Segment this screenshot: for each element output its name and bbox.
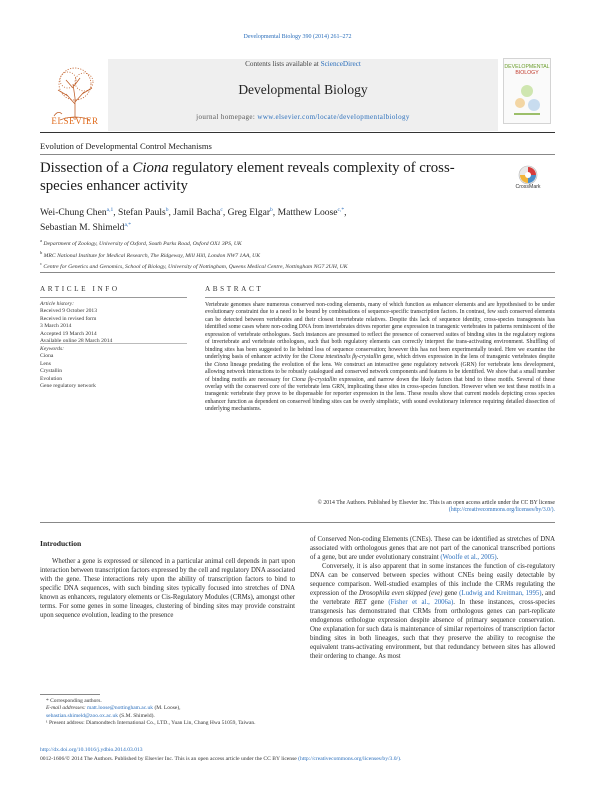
section-label: Evolution of Developmental Control Mechanisms [40,141,212,151]
keyword-item: Ciona [40,353,54,360]
footnote-rule [40,694,100,695]
keywords-label: Keywords: [40,346,65,352]
author-affiliation-mark[interactable]: a,1 [106,207,114,213]
history-label: Article history: [40,301,75,307]
title-part-2: regulatory element reveals complexity of cross-species enhancer activity [40,160,455,194]
body-paragraph: Conversely, it is also apparent that in some instances the function of cis-regulatory DNA can be conserved between species without CNEs being easily detectable by sequence comparison. Well-studied examples of this include the CRMs regulating the expression of the Drosophila even skipped (eve) gene (Ludwig and Kreitman, 1995), and the vertebrate RET gene (Fisher et al., 2006a). In these instances, cross-species transgenesis has demonstrated that CRMs from orthologous genes can part-replicate endogenous orthologue expression despite absence of primary sequence conservation. One explanation for such data is maintenance of similar repertoires of transcription factor binding sites in both lineages, such that they preserve the ability to recognise the equivalent trans-activating environment, but that redundancy between sites has allowed their ordering to change. As most [310,563,555,660]
affiliation-rule [40,272,555,273]
author-name: Sebastian M. Shimeld [40,222,125,234]
keywords-block [40,346,190,390]
article-info-rule [40,297,187,298]
author-affiliation-mark[interactable]: c [220,207,223,213]
author-affiliation-mark[interactable]: c,* [337,207,345,213]
corresponding-note: * Corresponding authors. [46,698,102,704]
history-item: Received 9 October 2013 [40,308,98,315]
keyword-item: Evolution [40,375,63,382]
elsevier-wordmark: ELSEVIER [51,116,99,126]
email-note: E-mail addresses: matt.loose@nottingham.ac.uk (M. Loose), sebastian.shimeld@zoo.ox.ac.uk (S.M. Shimeld). [46,705,181,719]
body-paragraph: Whether a gene is expressed or silenced in a particular animal cell depends in part upon interaction between transcription factors expressed by the cell and regulatory DNA associated with the gene. These interactions rely upon the ability of transcription factors to bind to specific DNA sequences, with such binding sites typically focused into stretches of DNA known as enhancers, regulatory elements or Cis-Regulatory Modules (CRMs), amongst other terms. For some genes in some lineages, clustering of binding sites may provide constraint upon sequence evolution, leading to the presence [40,558,295,619]
license-link[interactable]: (http://creativecommons.org/licenses/by/3.0/). [448,507,555,514]
history-item: 3 March 2014 [40,323,72,330]
keyword-item: Lens [40,360,51,367]
reference-link[interactable]: (Fisher et al., 2006a) [388,599,454,606]
journal-cover-thumbnail [503,58,551,124]
header-rule [40,132,555,133]
affiliation-item: $^a$ Department of Zoology, University of Oxford, South Parks Road, Oxford OX1 3PS, UK [40,238,242,247]
title-part-1: Dissection of a [40,160,133,176]
history-item: Received in revised form [40,315,97,322]
cover-title-2: BIOLOGY [515,70,539,76]
history-item: Accepted 19 March 2014 [40,330,97,337]
homepage-prefix: journal homepage: [196,113,258,121]
abstract-bottom-rule [40,522,555,523]
introduction-heading: Introduction [40,539,82,548]
present-address-note: ¹ Present address: Diamondtech International Co., LTD., Yuan Lin, Chang Hwa 51059, Taiwan. [46,720,256,727]
keyword-item: Crystallin [40,368,63,375]
abstract-rule [205,297,555,298]
reference-link[interactable]: (Ludwig and Kreitman, 1995) [459,590,542,597]
reference-link[interactable]: (Woolfe et al., 2005) [440,554,497,561]
article-info-heading: ARTICLE INFO [40,285,120,293]
journal-homepage-link[interactable]: www.elsevier.com/locate/developmentalbiology [257,113,410,121]
cover-title-1: DEVELOPMENTAL [504,64,550,70]
author-name: Wei-Chung Chen [40,207,107,219]
journal-homepage-line [108,113,498,121]
body-column-left [40,557,295,620]
title-italic-genus: Ciona [132,160,169,176]
affiliation-item: $^b$ MRC National Institute for Medical Research, The Ridgeway, Mill Hill, London NW7 1AA, UK [40,249,261,259]
author-list: Wei-Chung Chen$^{a,1}$, Stefan Pauls$^b$, Jamil Bacha$^c$, Greg Elgar$^b$, Matthew Loose$^{c,*}$, Sebastian M. Shimeld$^{a,*}$ [40,207,347,234]
body-paragraph: of Conserved Non-coding Elements (CNEs). These can be identified as stretches of DNA associated with orthologous genes that are not part of the canonical transcribed portions of a gene, but are under evolutionary constraint (Woolfe et al., 2005). [310,536,555,561]
keyword-item: Gene regulatory network [40,383,96,390]
cover-artwork [510,81,544,119]
article-title [40,160,480,195]
author-affiliation-mark[interactable]: b [270,207,273,213]
author-name: Matthew Loose [277,207,338,219]
crossmark-label: CrossMark [515,184,541,190]
abstract-copyright: © 2014 The Authors. Published by Elsevier Inc. This is an open access article under the CC BY license (http://creativecommons.org/licenses/by/3.0/). [317,500,555,514]
footnotes [46,698,296,728]
abstract-heading: ABSTRACT [205,285,264,293]
abstract-text: Vertebrate genomes share numerous conserved non-coding elements, many of which function as enhancer elements and are hypothesised to be under evolutionary constraint due to a need to be bound by combinations of sequence-specific transcription factors. In contrast, few such conserved elements can be detected between vertebrates and their closest invertebrate relatives. Despite this lack of sequence identity, cross-species transgenesis has identified some cases where non-coding DNA from invertebrates drives reporter gene expression in transgenic vertebrates in patterns reminiscent of the expression of vertebrate orthologues. Such instances are presumed to reflect the presence of conserved suites of binding sites in the regulatory regions of invertebrate and vertebrate orthologues, such that both regulatory elements can correctly interpret the trans-activating environment. Shuffling of binding sites has been suggested to lie behind loss of sequence conservation; however this has not been experimentally tested. Here we examine the underlying basis of enhancer activity for the Ciona intestinalis βγ-crystallin gene, which drives expression in the lens of transgenic vertebrates despite the Ciona lineage predating the evolution of the lens. We construct an interactive gene regulatory network (GRN) for vertebrate lens development, allowing network interactions to be robustly catalogued and conserved network components and features to be identified. We show that a small number of binding motifs are necessary for Ciona βγ-crystallin expression, and narrow down the likely factors that bind to these motifs. Several of these overlap with the conserved core of the vertebrate lens GRN, implicating these sites in cross-species function. However when we test these motifs in a transgenic vertebrate they prove to be dispensable for reporter expression in the lens. These results show that current models depicting cross species enhancer function as dependent on conserved binding sites can be overly simplistic, with sound evolutionary inference requiring detailed dissection of underlying mechanisms. [205,302,556,413]
author-name: Jamil Bacha [173,207,221,219]
contents-prefix: Contents lists available at [245,60,321,68]
history-item: Available online 28 March 2014 [40,338,113,345]
section-rule [40,154,555,155]
contents-line [108,60,498,68]
author-name: Stefan Pauls [118,207,166,219]
affiliation-item: $^c$ Centre for Genetics and Genomics, School of Biology, University of Nottingham, Queens Medical Centre, Nottingham NG7 2UH, UK [40,261,348,271]
sciencedirect-link[interactable]: ScienceDirect [320,60,361,68]
author-affiliation-mark[interactable]: b [165,207,169,213]
article-history [40,301,190,345]
license-line: 0012-1606/© 2014 The Authors. Published by Elsevier Inc. This is an open access article under the CC BY license (http://creativecommons.org/licenses/by/3.0/). [40,756,402,762]
author-name: Greg Elgar [227,207,271,219]
license-footer-link[interactable]: (http://creativecommons.org/licenses/by/3.0/). [298,756,402,762]
keywords-rule [40,343,187,344]
email-link[interactable]: sebastian.shimeld@zoo.ox.ac.uk [46,712,118,719]
body-column-right [310,535,555,661]
email-link[interactable]: matt.loose@nottingham.ac.uk [87,705,154,712]
journal-title: Developmental Biology [238,82,368,97]
journal-citation[interactable]: Developmental Biology 390 (2014) 261–272 [243,34,352,40]
author-affiliation-mark[interactable]: a,* [124,222,132,229]
doi-link[interactable]: http://dx.doi.org/10.1016/j.ydbio.2014.03.013 [40,747,143,753]
affiliation-list [40,237,555,272]
